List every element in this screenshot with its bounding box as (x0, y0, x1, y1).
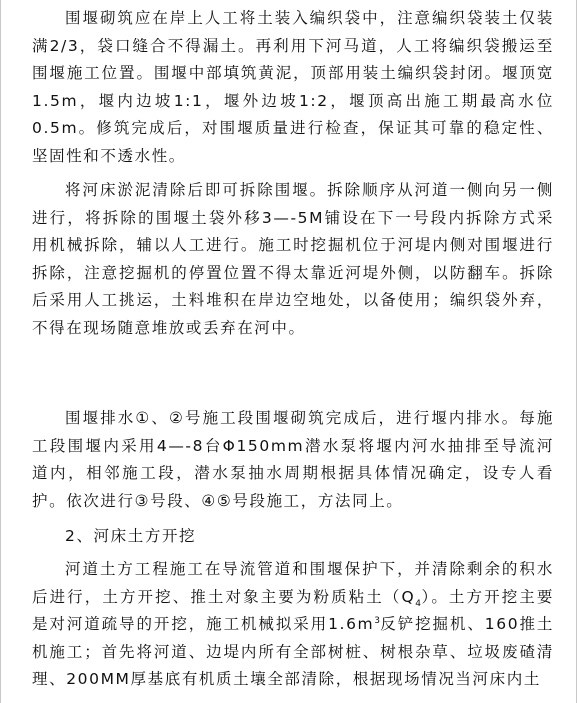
section-heading: 2、河床土方开挖 (65, 527, 197, 545)
superscript-text: 3 (374, 615, 380, 626)
paragraph-text-part: 反铲挖掘机、160推土机施工；首先将河道、边堤内所有全部树桩、树根杂草、垃圾废碴清理、200MM厚基底有机质土壤全部清除，根据现场情况当河床内土 (32, 615, 554, 688)
paragraph-text-part: ）。土方开挖主要是对河道疏导的开挖，施工机械拟采用1.6m (32, 587, 554, 633)
paragraph-earthwork-excavation (32, 556, 554, 694)
paragraph-text-part: 河道土方工程施工在导流管道和围堰保护下，并清除剩余的积水后进行，土方开挖、推土对象主要为粉质粘土（Q (32, 560, 554, 606)
paragraph-cofferdam-construction: 围堰砌筑应在岸上人工将土装入编织袋中，注意编织袋装土仅装满2/3，袋口缝合不得漏土。再利用下河马道，人工将编织袋搬运至围堰施工位置。围堰中部填筑黄泥，顶部用装土编织袋封闭。堰顶宽1.5m，堰内边坡1:1，堰外边坡1:2，堰顶高出施工期最高水位0.5m。修筑完成后，对围堰质量进行检查，保证其可靠的稳定性、坚固性和不透水性。 (32, 9, 554, 165)
subscript-text: 4 (415, 598, 421, 609)
paragraph-cofferdam-removal: 将河床淤泥清除后即可拆除围堰。拆除顺序从河道一侧向另一侧进行，将拆除的围堰土袋外移3—-5M铺设在下一号段内拆除方式采用机械拆除，辅以人工进行。施工时挖掘机位于河堤内侧对围堰进行拆除，注意挖掘机的停置位置不得太靠近河堤外侧，以防翻车。拆除后采用人工挑运，土料堆积在岸边空地处，以备使用；编织袋外弃，不得在现场随意堆放或丢弃在河中。 (32, 181, 554, 337)
paragraph-cofferdam-drainage: 围堰排水①、②号施工段围堰砌筑完成后，进行堰内排水。每施工段围堰内采用4—-8台Φ150mm潜水泵将堰内河水抽排至导流河道内，相邻施工段，潜水泵抽水周期根据具体情况确定，设专人看护。依次进行③号段、④⑤号段施工，方法同上。 (32, 409, 554, 510)
